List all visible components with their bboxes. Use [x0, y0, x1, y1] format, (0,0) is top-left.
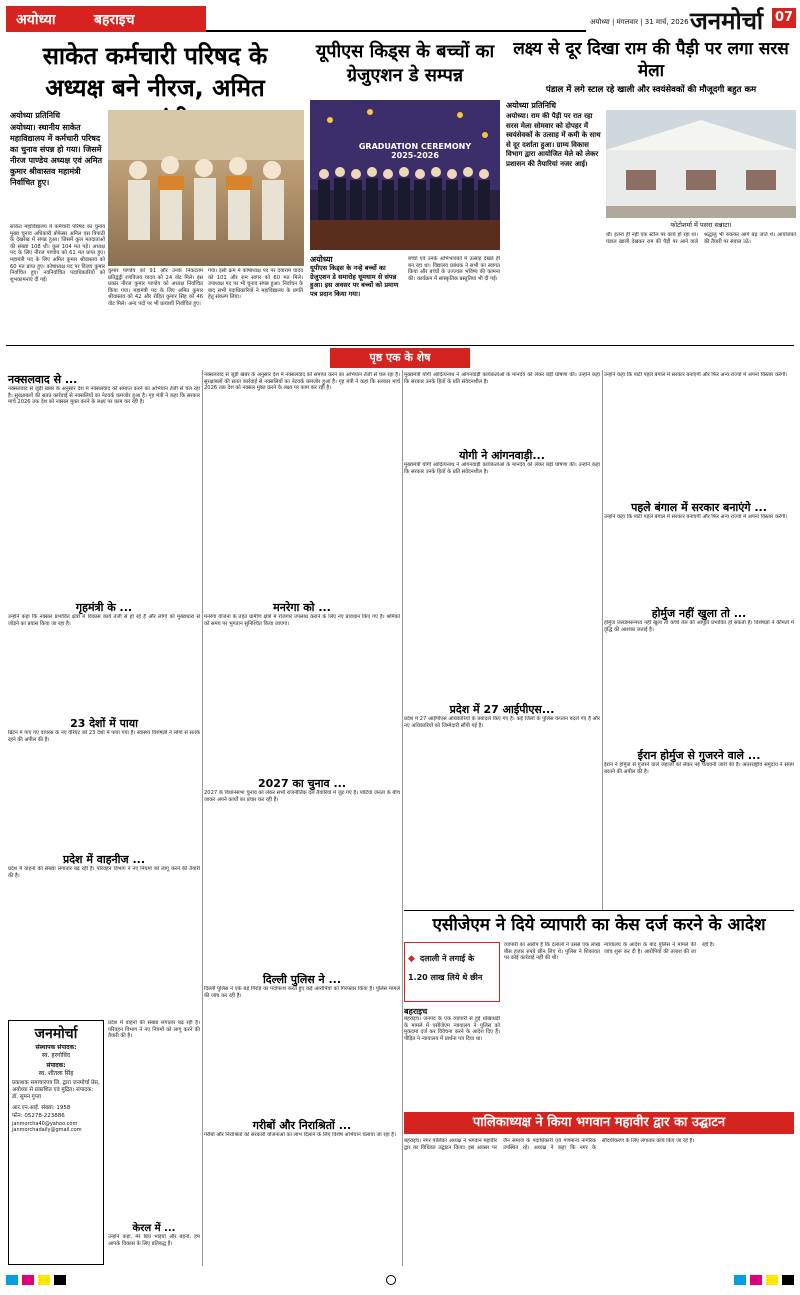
story3-body: धौ। इतना ही नहीं एक स्टॉल पर कार्य हो रहा था। पंडाल खाली देखकर राम की पैड़ी पर आने वाले श्रद्धालु भी रुककर आगे बढ़ जाते थे। आयोजकों की तैयारी पर सवाल उठे। — [606, 232, 796, 245]
colb-text: नक्सलवाद से जुड़ी खबर के अनुसार देश में नक्सलवाद को समाप्त करने का अभियान तेजी से चल रहा है। सुरक्षाबलों की सतत कार्रवाई से नक्सलियों का नेटवर्क कमजोर हुआ है। गृह मंत्री ने कहा कि सरकार मार्च 2026 तक देश को नक्सल मुक्त करने के लक्ष्य पर काम कर रही है। — [204, 372, 400, 392]
story3-photo — [606, 110, 796, 218]
page-number: 07 — [772, 8, 796, 28]
story4-body3: न्यायालय के आदेश के बाद पुलिस ने मामले की जांच शुरू कर दी है। आरोपियों की तलाश की जा रही है। — [604, 942, 715, 955]
box-editor: स्व. शीतला सिंह — [38, 1070, 74, 1077]
bengal-heading: पहले बंगाल में सरकार बनाएंगे ... — [631, 501, 767, 514]
city-label: अयोध्या — [16, 12, 56, 28]
home-heading: गृहमंत्री के ... — [75, 601, 133, 614]
swatch-black-r — [782, 1275, 794, 1285]
masthead-box — [8, 1020, 104, 1265]
story4-rule — [404, 910, 794, 911]
colc-text: मुख्यमंत्री योगी आदित्यनाथ ने आंगनवाड़ी कार्यकर्ताओं के मानदेय को लेकर बड़ी घोषणा की। उन्होंने कहा कि सरकार उनके हितों के प्रति संवेदनशील है। — [404, 372, 600, 385]
swatch-yellow — [38, 1275, 50, 1285]
bengal-text: उन्होंने कहा कि पार्टी पहले बंगाल में सरकार बनाएगी और फिर अन्य राज्यों में अपना विस्तार करेगी। — [604, 514, 788, 520]
naxal-text: नक्सलवाद से जुड़ी खबर के अनुसार देश में नक्सलवाद को समाप्त करने का अभियान तेजी से चल रहा है। सुरक्षाबलों की सतत कार्रवाई से नक्सलियों का नेटवर्क कमजोर हुआ है। गृह मंत्री ने कहा कि सरकार मार्च 2026 तक देश को नक्सल मुक्त करने के लक्ष्य पर काम कर रही है। — [8, 386, 200, 406]
story4-quote-box — [404, 942, 500, 1002]
story3-headline: लक्ष्य से दूर दिखा राम की पैड़ी पर लगा सरस मेला — [513, 39, 789, 81]
box-phone: फोन: 05278-223886 — [12, 1113, 65, 1119]
swatch-black — [54, 1275, 66, 1285]
top-left-header — [6, 6, 206, 32]
e2027-heading: 2027 का चुनाव ... — [258, 777, 346, 790]
hormuz-heading: होर्मुज नहीं खुला तो ... — [651, 607, 747, 620]
continued-banner-text: पृष्ठ एक के शेष — [369, 351, 431, 364]
pradesh-text: प्रदेश में वाहनों की संख्या लगातार बढ़ रही है। परिवहन विभाग ने नए नियमों को लागू करने की तैयारी की है। — [8, 866, 200, 879]
swatch-yellow-r — [766, 1275, 778, 1285]
box-email1: janmorcha40@yahoo.com — [12, 1121, 78, 1127]
fair-tent-icon — [606, 110, 796, 218]
story1-photo — [108, 110, 304, 266]
graduation-banner-text: GRADUATION CEREMONY 2025-2026 — [358, 142, 472, 160]
yogi-text: मुख्यमंत्री योगी आदित्यनाथ ने आंगनवाड़ी कार्यकर्ताओं के मानदेय को लेकर बड़ी घोषणा की। उन्होंने कहा कि सरकार उनके हितों के प्रति संवेदनशील है। — [404, 462, 600, 475]
story2-headline: यूपीएस किड्स के बच्चों का ग्रेजुएशन डे सम्पन्न — [315, 41, 495, 86]
col-rule-3 — [602, 370, 603, 910]
iran-text: ईरान ने होर्मुज से गुजरने वाले जहाजों को लेकर नई चेतावनी जारी की है। अंतरराष्ट्रीय समुदाय ने संयम बरतने की अपील की है। — [604, 762, 794, 775]
box-rni: आर.एन.आई. संख्या: 1958 — [12, 1105, 71, 1111]
d23-text: ब्रिटेन में पाए गए वायरस के नए वेरिएंट को 23 देशों में पाया गया है। स्वास्थ्य विशेषज्ञों ने लोगों से सतर्क रहने की अपील की है। — [8, 730, 200, 743]
gharib-heading: गरीबों और निराश्रितों ... — [252, 1119, 352, 1132]
story4-quote: दलाली ने लगाई के 1.20 लाख लिये थे छीन — [408, 954, 483, 982]
box-email2: janmorchadaily@gmail.com — [12, 1127, 82, 1133]
color-bar — [6, 1272, 794, 1288]
story3-subhead: पंडाल में लगे स्टाल रहे खाली और स्वयंसेवकों की मौजूदगी बहुत कम — [545, 85, 757, 95]
story1-byline: अयोध्या प्रतिनिधि — [10, 111, 61, 120]
p27-heading: प्रदेश में 27 आईपीएस... — [449, 703, 555, 716]
section-rule — [6, 345, 794, 346]
story4-byline: बहराइच — [404, 1007, 428, 1016]
story3-lead: अयोध्या। राम की पैड़ी पर रात रहा सरस मेला सोमवार को दोपहर में स्वयंसेवकों के उत्साह में कमी के साथ से दूर दर्शाता हुआ। ग्राम्य विकास विभाग द्वारा आयोजित मेले को लेकर प्रशासन की तैयारियां नजर आई। — [506, 112, 601, 168]
dateline: अयोध्या | मंगलवार | 31 मार्च, 2026 — [590, 18, 689, 26]
swatch-magenta — [22, 1275, 34, 1285]
region-label: बहराइच — [94, 12, 135, 28]
swatch-cyan — [6, 1275, 18, 1285]
swatch-cyan-r — [734, 1275, 746, 1285]
story5-body: बहराइच। नगर पालिका अध्यक्ष ने भगवान महावीर द्वार का विधिवत उद्घाटन किया। इस अवसर पर जैन समाज के पदाधिकारी एवं गणमान्य नागरिक उपस्थित रहे। अध्यक्ष ने कहा कि नगर के सौंदर्यीकरण के लिए लगातार कार्य किए जा रहे हैं। — [404, 1138, 695, 1151]
kerala-text: उन्होंने कहा, मेरे प्रिय भाइयों और बहनों, हम आपके विकास के लिए प्रतिबद्ध हैं। — [108, 1234, 200, 1247]
story1-headline: साकेत कर्मचारी परिषद के अध्यक्ष बने नीरज, अमित — [42, 42, 268, 102]
story1-col1: साकेत महाविद्यालय में कर्मचारी परिषद का चुनाव मुख्य चुनाव अधिकारी प्रोफेसर अनिल एस त्रिपाठी के देखरेख में संपन्न हुआ। जिसमें कुल मतदाताओं की संख्या 108 थी। कुल 104 मत पड़े। अध्यक्ष पद के लिए नीरज पाण्डेय को 61 मत प्राप्त हुए। महामंत्री पद के लिए अमित कुमार श्रीवास्तव को 60 मत प्राप्त हुए। कोषाध्यक्ष पद पर विजय कुमार निर्वाचित हुए। नवनिर्वाचित पदाधिकारियों को शुभकामनाएं दी गईं। — [10, 224, 105, 283]
story3-byline: अयोध्या प्रतिनिधि — [506, 101, 557, 110]
story2-byline: अयोध्या — [310, 255, 333, 264]
story2-lead: यूपीएस किड्स के नन्हे बच्चों का ग्रेजुएशन डे समारोह धूमधाम से संपन्न हुआ। इस अवसर पर बच्चों को प्रमाण पत्र प्रदान किया गया। — [310, 264, 399, 298]
story1-col3: गया। इसी क्रम में कोषाध्यक्ष पद पर दयाराम यादव को 101 और राम सागर को 60 मत मिले। उपाध्यक्ष पद पर भी चुनाव संपन्न हुआ। निर्वाचन के बाद सभी पदाधिकारियों ने महाविद्यालय के प्रगति हेतु संकल्प लिया। — [208, 268, 303, 301]
kerala-heading: केरल में ... — [132, 1223, 176, 1234]
box-paper-logo: जनमोर्चा — [34, 1026, 78, 1042]
home-text: उन्होंने कहा कि नक्सल प्रभावित क्षेत्रों में विकास कार्य तेजी से हो रहे हैं और लोगों को मुख्यधारा से जोड़ने का प्रयास किया जा रहा है। — [8, 614, 200, 627]
delhi-text: दिल्ली पुलिस ने एक बड़े गिरोह का पर्दाफाश करते हुए कई आरोपियों को गिरफ्तार किया है। पुलिस मामले की जांच कर रही है। — [204, 986, 400, 999]
cold-text: उन्होंने कहा कि पार्टी पहले बंगाल में सरकार बनाएगी और फिर अन्य राज्यों में अपना विस्तार करेगी। — [604, 372, 788, 378]
iran-heading: ईरान होर्मुज से गुजरने वाले ... — [637, 749, 761, 762]
story5-headline-bar — [404, 1112, 794, 1134]
story1-lead: अयोध्या। स्थानीय साकेत महाविद्यालय में कर्मचारी परिषद का चुनाव संपन्न हो गया। जिसमें नीरज पाण्डेय अध्यक्ष एवं अमित कुमार श्रीवास्तव महामंत्री निर्वाचित हुए। — [10, 123, 103, 187]
story4-body1: बहराइच। जनपद के एक व्यापारी से हुई धोखाधड़ी के मामले में एसीजेएम न्यायालय ने पुलिस को मुकदमा दर्ज कर विवेचना करने के आदेश दिए हैं। पीड़ित ने न्यायालय में प्रार्थना पत्र दिया था। — [404, 1016, 500, 1042]
story2-photo — [310, 100, 500, 250]
d23-heading: 23 देशों में पाया — [70, 717, 138, 730]
story1-col2: कुमार पाण्डेय को 91 और उनके निकटतम प्रतिद्वंद्वी रणविजय यादव को 24 वोट मिले। इस प्रकार नीरज कुमार पाण्डेय को अध्यक्ष निर्वाचित किया गया। महामंत्री पद के लिए अमित कुमार श्रीवास्तव को 42 और रोहित कुमार सिंह को 46 वोट मिले। अन्य पदों पर भी प्रत्याशी निर्वाचित हुए। — [108, 268, 203, 307]
col-rule-2 — [402, 370, 403, 1266]
delhi-heading: दिल्ली पुलिस ने ... — [262, 973, 342, 986]
group-photo-icon — [108, 110, 304, 266]
story2-body: बच्चों एवं उनके अभिभावकों में उत्साह देखते ही बन रहा था। विद्यालय प्रबंधक ने सभी का स्वागत किया और बच्चों के उज्ज्वल भविष्य की कामना की। कार्यक्रम में सांस्कृतिक प्रस्तुतियां भी दी गईं। — [408, 256, 500, 282]
graduation-stage-icon — [310, 100, 500, 250]
box-subtitle: संस्थापक संपादक: — [35, 1044, 77, 1051]
top-rule — [206, 30, 586, 32]
manrega-heading: मनरेगा को ... — [273, 601, 331, 614]
story3-caption: फोटोशर्मा में पसरा सन्नाटा। — [670, 221, 732, 229]
col-rule-1 — [202, 370, 203, 1266]
quote-bullet-icon: ◆ — [408, 954, 415, 964]
story5-headline: पालिकाध्यक्ष ने किया भगवान महावीर द्वार का उद्घाटन — [472, 1115, 726, 1130]
story4-body2: व्यापारी का आरोप है कि दलालों ने उससे एक लाख बीस हजार रुपये छीन लिए थे। पुलिस ने शिकायत पर कोई कार्रवाई नहीं की थी। — [504, 942, 600, 962]
registration-mark-left — [386, 1275, 396, 1285]
box-editor-label: संपादक: — [46, 1062, 66, 1069]
pradesh-text-cont: प्रदेश में वाहनों की संख्या लगातार बढ़ रही है। परिवहन विभाग ने नए नियमों को लागू करने की तैयारी की है। — [108, 1020, 200, 1040]
swatch-magenta-r — [750, 1275, 762, 1285]
gharib-text: गरीबों और निराश्रितों को सरकारी योजनाओं का लाभ दिलाने के लिए विशेष अभियान चलाया जा रहा है। — [204, 1132, 396, 1138]
story4-headline: एसीजेएम ने दिये व्यापारी का केस दर्ज करने के आदेश — [432, 915, 766, 935]
box-founder: स्व. हरगोविंद — [41, 1052, 71, 1059]
paper-logo: जनमोर्चा — [690, 6, 764, 35]
e2027-text: 2027 के विधानसभा चुनाव को लेकर सभी राजनीतिक दल तैयारियों में जुट गए हैं। पार्टियां जनता के बीच जाकर अपने कार्यों का प्रचार कर रही हैं। — [204, 790, 400, 803]
manrega-text: मनरेगा योजना के तहत ग्रामीण क्षेत्रों में रोजगार उपलब्ध कराने के लिए नए प्रावधान किए गए हैं। श्रमिकों को समय पर भुगतान सुनिश्चित किया जाएगा। — [204, 614, 400, 627]
continued-banner — [330, 348, 470, 368]
p27-text: प्रदेश में 27 आईपीएस अधिकारियों के तबादले किए गए हैं। कई जिलों के पुलिस कप्तान बदले गए हैं और नए अधिकारियों को जिम्मेदारी सौंपी गई है। — [404, 716, 600, 729]
hormuz-text: होर्मुज जलडमरूमध्य नहीं खुला तो कच्चे तेल की आपूर्ति प्रभावित हो सकती है। विशेषज्ञों ने कीमतों में वृद्धि की आशंका जताई है। — [604, 620, 794, 633]
box-lines: प्रकाशक समाचारपत्र लि. द्वारा जनमोर्चा प्रेस, अयोध्या से प्रकाशित एवं मुद्रित। संपादक: डॉ. सुमन गुप्ता — [12, 1080, 100, 1100]
yogi-heading: योगी ने आंगनवाड़ी... — [459, 449, 545, 462]
pradesh-heading: प्रदेश में वाहनीज ... — [62, 853, 146, 866]
naxal-heading: नक्सलवाद से ... — [8, 373, 78, 386]
